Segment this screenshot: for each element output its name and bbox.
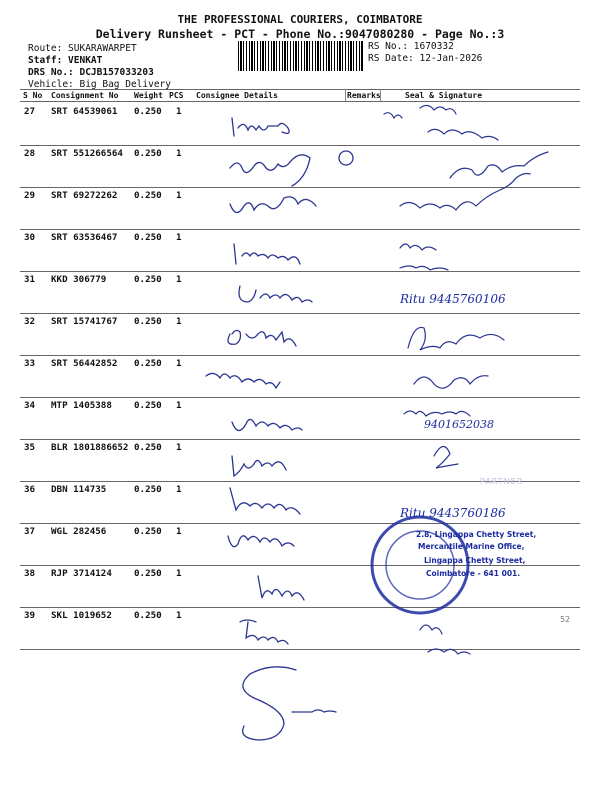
col-weight: Weight: [134, 91, 163, 100]
row-sno: 33: [24, 358, 36, 369]
row-sno: 38: [24, 568, 36, 579]
row-consignment-no: SRT 63536467: [51, 232, 118, 243]
row-consignment-no: BLR 1801886652: [51, 442, 129, 453]
row-consignment-no: KKD 306779: [51, 274, 107, 285]
phone-note-row34: 9401652038: [424, 418, 494, 431]
row-pcs: 1: [176, 316, 182, 327]
col-sno: S No: [23, 91, 43, 100]
row-consignment-no: SRT 15741767: [51, 316, 118, 327]
seal-note-row31: Ritu 9445760106: [400, 292, 506, 306]
row-divider: [20, 271, 580, 272]
row-consignment-no: WGL 282456: [51, 526, 107, 537]
row-divider: [20, 565, 580, 566]
table-top-rule: [20, 89, 580, 90]
row-weight: 0.250: [134, 358, 162, 369]
row-divider: [20, 523, 580, 524]
route-label: Route: SUKARAWARPET: [28, 43, 137, 54]
row-weight: 0.250: [134, 316, 162, 327]
row-weight: 0.250: [134, 484, 162, 495]
row-divider: [20, 355, 580, 356]
row-sno: 30: [24, 232, 36, 243]
row-consignment-no: SRT 56442852: [51, 358, 118, 369]
row-pcs: 1: [176, 568, 182, 579]
stamp-line-2: Mercantile Marine Office,: [418, 542, 525, 551]
row-consignment-no: MTP 1405388: [51, 400, 112, 411]
row-divider: [20, 439, 580, 440]
row-weight: 0.250: [134, 274, 162, 285]
row-weight: 0.250: [134, 400, 162, 411]
row-weight: 0.250: [134, 568, 162, 579]
stamp-line-3: Lingappa Chetty Street,: [424, 556, 526, 565]
row-pcs: 1: [176, 400, 182, 411]
row-divider: [20, 649, 580, 650]
row-divider: [20, 229, 580, 230]
drs-number: DRS No.: DCJB157033203: [28, 67, 154, 78]
row-pcs: 1: [176, 274, 182, 285]
row-sno: 28: [24, 148, 36, 159]
col-consignee: Consignee Details: [196, 91, 278, 100]
runsheet-title: Delivery Runsheet - PCT - Phone No.:9047080280 - Page No.:3: [95, 27, 505, 41]
row-pcs: 1: [176, 148, 182, 159]
row-pcs: 1: [176, 484, 182, 495]
col-remarks: Remarks: [347, 91, 381, 100]
row-sno: 27: [24, 106, 36, 117]
col-seal: Seal & Signature: [405, 91, 483, 100]
row-sno: 36: [24, 484, 36, 495]
row-sno: 32: [24, 316, 36, 327]
row-pcs: 1: [176, 358, 182, 369]
row-consignment-no: SRT 69272262: [51, 190, 118, 201]
row-pcs: 1: [176, 610, 182, 621]
row-divider: [20, 187, 580, 188]
row-divider: [20, 607, 580, 608]
col-consignment: Consignment No: [51, 91, 119, 100]
row-pcs: 1: [176, 106, 182, 117]
row-consignment-no: RJP 3714124: [51, 568, 112, 579]
page-mark: 52: [560, 615, 571, 624]
row-sno: 37: [24, 526, 36, 537]
row-sno: 31: [24, 274, 36, 285]
row-weight: 0.250: [134, 190, 162, 201]
row-divider: [20, 145, 580, 146]
row-pcs: 1: [176, 232, 182, 243]
row-consignment-no: DBN 114735: [51, 484, 107, 495]
row-weight: 0.250: [134, 610, 162, 621]
row-sno: 35: [24, 442, 36, 453]
col-pcs: PCS: [169, 91, 184, 100]
staff-label: Staff: VENKAT: [28, 55, 103, 66]
row-divider: [20, 397, 580, 398]
row-consignment-no: SKL 1019652: [51, 610, 112, 621]
vehicle-label: Vehicle: Big Bag Delivery: [28, 79, 171, 90]
company-title: THE PROFESSIONAL COURIERS, COIMBATORE: [177, 13, 423, 26]
row-weight: 0.250: [134, 442, 162, 453]
seal-note-row36: Ritu 9443760186: [400, 506, 506, 520]
stamp-line-4: Coimbatore - 641 001.: [426, 569, 521, 578]
row-sno: 29: [24, 190, 36, 201]
row-weight: 0.250: [134, 106, 162, 117]
row-pcs: 1: [176, 526, 182, 537]
rs-number: RS No.: 1670332: [368, 41, 454, 52]
row-divider: [20, 313, 580, 314]
stamp-line-1: 2.8, Lingappa Chetty Street,: [416, 530, 537, 539]
row-sno: 34: [24, 400, 36, 411]
row-weight: 0.250: [134, 526, 162, 537]
row-consignment-no: SRT 551266564: [51, 148, 123, 159]
faint-stamp-partner: PARTNER: [480, 477, 524, 486]
row-sno: 39: [24, 610, 36, 621]
barcode: [238, 41, 364, 71]
row-pcs: 1: [176, 190, 182, 201]
row-pcs: 1: [176, 442, 182, 453]
row-weight: 0.250: [134, 148, 162, 159]
rs-date: RS Date: 12-Jan-2026: [368, 53, 483, 64]
header-bottom-rule: [20, 101, 580, 102]
row-consignment-no: SRT 64539061: [51, 106, 118, 117]
company-rubber-stamp: [360, 505, 480, 625]
remarks-divider: [345, 89, 346, 101]
row-weight: 0.250: [134, 232, 162, 243]
